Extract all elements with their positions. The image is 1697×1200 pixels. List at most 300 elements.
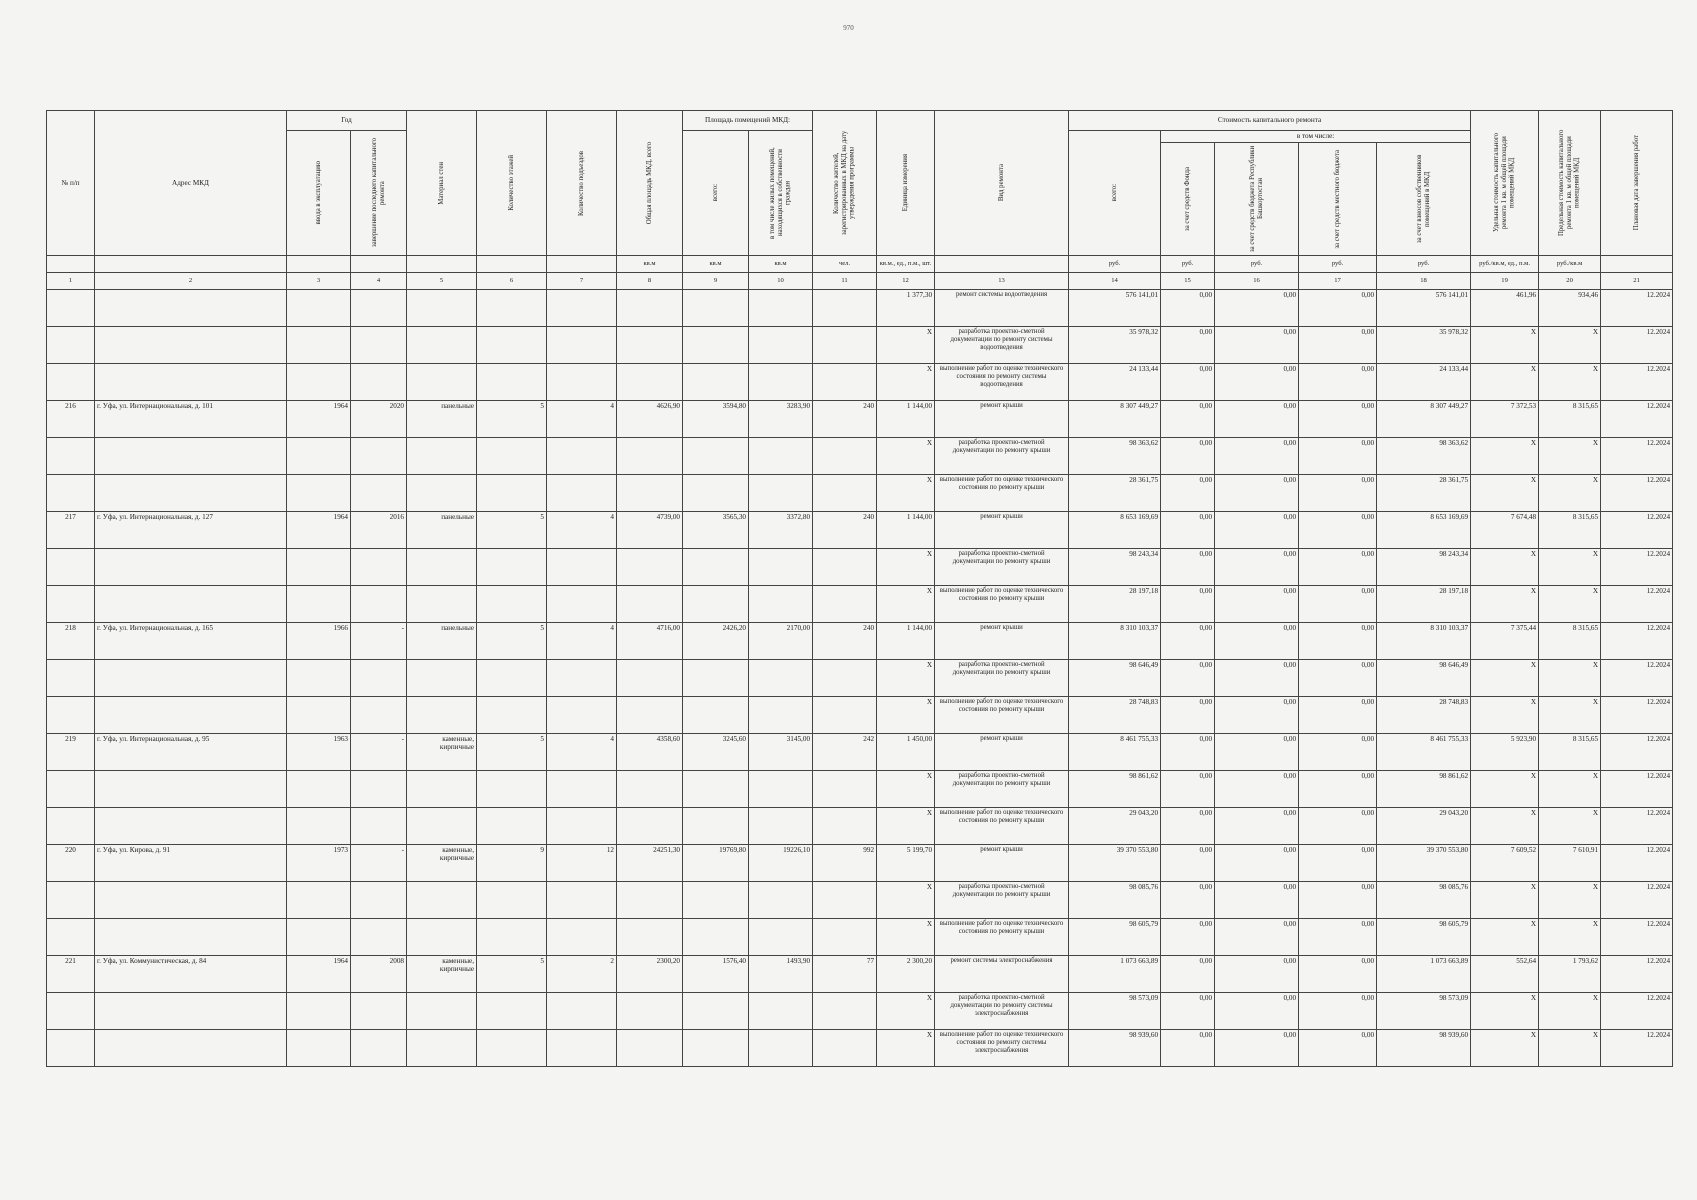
column-number-cell: 2: [95, 273, 287, 290]
cell-ent: [547, 549, 617, 586]
cell-a2: [749, 808, 813, 845]
cell-num: [47, 438, 95, 475]
cell-total: 8 310 103,37: [1069, 623, 1161, 660]
cell-local: 0,00: [1299, 623, 1377, 660]
cell-fund: 0,00: [1161, 993, 1215, 1030]
cell-spec: X: [1471, 475, 1539, 512]
cell-wall: [407, 919, 477, 956]
cell-y1: 1963: [287, 734, 351, 771]
unit-cell: руб.: [1161, 256, 1215, 273]
cell-res: 77: [813, 956, 877, 993]
cell-address: г. Уфа, ул. Интернациональная, д. 165: [95, 623, 287, 660]
cell-rep: 0,00: [1215, 512, 1299, 549]
cell-y1: [287, 586, 351, 623]
cell-wall: панельные: [407, 512, 477, 549]
cell-y2: 2016: [351, 512, 407, 549]
column-number-cell: 11: [813, 273, 877, 290]
cell-total: 24 133,44: [1069, 364, 1161, 401]
cell-work: ремонт крыши: [935, 512, 1069, 549]
cell-rep: 0,00: [1215, 475, 1299, 512]
column-number-cell: 7: [547, 273, 617, 290]
unit-cell: руб.: [1215, 256, 1299, 273]
cell-rep: 0,00: [1215, 882, 1299, 919]
cell-max: 1 793,62: [1539, 956, 1601, 993]
cell-num: [47, 993, 95, 1030]
cell-wall: [407, 549, 477, 586]
header-unit: Единица измерения: [877, 111, 935, 256]
cell-own: 39 370 553,80: [1377, 845, 1471, 882]
cell-y1: 1964: [287, 401, 351, 438]
cell-own: 98 646,49: [1377, 660, 1471, 697]
cell-max: 8 315,65: [1539, 734, 1601, 771]
cell-ent: [547, 327, 617, 364]
cell-date: 12.2024: [1601, 919, 1673, 956]
cell-own: 98 363,62: [1377, 438, 1471, 475]
cell-fund: 0,00: [1161, 882, 1215, 919]
column-number-cell: 13: [935, 273, 1069, 290]
cell-total: 28 197,18: [1069, 586, 1161, 623]
cell-work: выполнение работ по оценке технического состояния по ремонту крыши: [935, 697, 1069, 734]
cell-address: г. Уфа, ул. Коммунистическая, д. 84: [95, 956, 287, 993]
cell-y2: [351, 919, 407, 956]
cell-floors: [477, 290, 547, 327]
cell-own: 98 605,79: [1377, 919, 1471, 956]
cell-y2: [351, 364, 407, 401]
column-numbers-row: [47, 273, 1673, 290]
cell-res: [813, 660, 877, 697]
cell-y2: [351, 549, 407, 586]
column-number-cell: 19: [1471, 273, 1539, 290]
cell-floors: [477, 364, 547, 401]
cell-max: X: [1539, 327, 1601, 364]
cell-a1: [683, 586, 749, 623]
cell-ent: [547, 1030, 617, 1067]
cell-total: 98 363,62: [1069, 438, 1161, 475]
cell-ent: [547, 919, 617, 956]
cell-own: 576 141,01: [1377, 290, 1471, 327]
cell-res: [813, 327, 877, 364]
cell-date: 12.2024: [1601, 845, 1673, 882]
cell-spec: X: [1471, 327, 1539, 364]
cell-own: 98 573,09: [1377, 993, 1471, 1030]
cell-num: [47, 660, 95, 697]
cell-num: [47, 1030, 95, 1067]
cell-a2: [749, 364, 813, 401]
cell-unit: 1 144,00: [877, 512, 935, 549]
cell-unit: 1 144,00: [877, 623, 935, 660]
cell-area: [617, 1030, 683, 1067]
header-cost-owners: за счет взносов собственников помещений в МКД: [1377, 143, 1471, 256]
cell-address: [95, 327, 287, 364]
cell-rep: 0,00: [1215, 956, 1299, 993]
cell-unit: X: [877, 697, 935, 734]
table-row: [47, 586, 1673, 623]
table-row: [47, 845, 1673, 882]
cell-own: 98 085,76: [1377, 882, 1471, 919]
cell-floors: 5: [477, 956, 547, 993]
cell-rep: 0,00: [1215, 808, 1299, 845]
cell-spec: X: [1471, 549, 1539, 586]
cell-num: [47, 475, 95, 512]
cell-floors: 5: [477, 734, 547, 771]
cell-local: 0,00: [1299, 1030, 1377, 1067]
cell-local: 0,00: [1299, 697, 1377, 734]
header-entrances: Количество подъездов: [547, 111, 617, 256]
header-year-group: Год: [287, 111, 407, 131]
cell-floors: [477, 549, 547, 586]
cell-floors: 9: [477, 845, 547, 882]
cell-fund: 0,00: [1161, 475, 1215, 512]
cell-y2: [351, 882, 407, 919]
cell-a1: 1576,40: [683, 956, 749, 993]
cell-work: разработка проектно-сметной документации по ремонту крыши: [935, 882, 1069, 919]
cell-a2: [749, 549, 813, 586]
cell-y1: [287, 364, 351, 401]
cell-address: [95, 549, 287, 586]
cell-address: [95, 882, 287, 919]
cell-area: 24251,30: [617, 845, 683, 882]
cell-date: 12.2024: [1601, 549, 1673, 586]
cell-fund: 0,00: [1161, 660, 1215, 697]
cell-ent: 12: [547, 845, 617, 882]
cell-area: [617, 697, 683, 734]
table-row: [47, 956, 1673, 993]
header-cost-republic: за счет средств бюджета Республики Башкортостан: [1215, 143, 1299, 256]
cell-spec: 5 923,90: [1471, 734, 1539, 771]
cell-own: 98 243,34: [1377, 549, 1471, 586]
cell-y2: [351, 1030, 407, 1067]
cell-floors: 5: [477, 401, 547, 438]
cell-rep: 0,00: [1215, 660, 1299, 697]
cell-wall: каменные, кирпичные: [407, 734, 477, 771]
cell-ent: 4: [547, 512, 617, 549]
cell-floors: [477, 1030, 547, 1067]
cell-rep: 0,00: [1215, 586, 1299, 623]
cell-total: 98 573,09: [1069, 993, 1161, 1030]
cell-a1: [683, 1030, 749, 1067]
cell-fund: 0,00: [1161, 771, 1215, 808]
unit-cell: руб.: [1069, 256, 1161, 273]
cell-date: 12.2024: [1601, 993, 1673, 1030]
cell-y1: [287, 1030, 351, 1067]
cell-res: [813, 586, 877, 623]
cell-total: 8 307 449,27: [1069, 401, 1161, 438]
cell-local: 0,00: [1299, 734, 1377, 771]
cell-unit: 2 300,20: [877, 956, 935, 993]
cell-wall: [407, 697, 477, 734]
cell-area: 2300,20: [617, 956, 683, 993]
cell-work: выполнение работ по оценке технического состояния по ремонту крыши: [935, 919, 1069, 956]
header-max-cost: Предельная стоимость капитального ремонта 1 кв. м общей площади помещений МКД: [1539, 111, 1601, 256]
cell-a1: [683, 660, 749, 697]
cell-local: 0,00: [1299, 364, 1377, 401]
cell-fund: 0,00: [1161, 808, 1215, 845]
cell-total: 98 605,79: [1069, 919, 1161, 956]
header-address: Адрес МКД: [95, 111, 287, 256]
cell-wall: [407, 660, 477, 697]
table-row: [47, 882, 1673, 919]
cell-ent: [547, 771, 617, 808]
cell-spec: X: [1471, 882, 1539, 919]
cell-max: X: [1539, 586, 1601, 623]
header-area-total: всего:: [683, 131, 749, 256]
cell-floors: 5: [477, 512, 547, 549]
cell-total: 1 073 663,89: [1069, 956, 1161, 993]
cell-a2: 3283,90: [749, 401, 813, 438]
cell-a1: 3594,80: [683, 401, 749, 438]
cell-rep: 0,00: [1215, 845, 1299, 882]
table-row: [47, 734, 1673, 771]
cell-spec: X: [1471, 697, 1539, 734]
cell-res: 240: [813, 401, 877, 438]
cell-address: [95, 919, 287, 956]
cell-res: 240: [813, 623, 877, 660]
cell-max: X: [1539, 771, 1601, 808]
cell-work: ремонт крыши: [935, 401, 1069, 438]
cell-local: 0,00: [1299, 660, 1377, 697]
cell-max: X: [1539, 475, 1601, 512]
cell-fund: 0,00: [1161, 401, 1215, 438]
cell-own: 98 861,62: [1377, 771, 1471, 808]
cell-a2: [749, 327, 813, 364]
cell-y1: 1973: [287, 845, 351, 882]
cell-ent: 4: [547, 623, 617, 660]
cell-local: 0,00: [1299, 956, 1377, 993]
cell-a2: [749, 697, 813, 734]
header-deadline: Плановая дата завершения работ: [1601, 111, 1673, 256]
cell-area: [617, 586, 683, 623]
unit-cell: руб.: [1299, 256, 1377, 273]
cell-floors: [477, 771, 547, 808]
cell-y2: [351, 660, 407, 697]
cell-date: 12.2024: [1601, 771, 1673, 808]
cell-fund: 0,00: [1161, 697, 1215, 734]
cell-area: [617, 993, 683, 1030]
cell-address: [95, 660, 287, 697]
cell-total: 98 243,34: [1069, 549, 1161, 586]
cell-num: 217: [47, 512, 95, 549]
cell-a1: [683, 475, 749, 512]
cell-y2: [351, 808, 407, 845]
cell-wall: [407, 771, 477, 808]
cell-a1: [683, 290, 749, 327]
cell-rep: 0,00: [1215, 771, 1299, 808]
cell-date: 12.2024: [1601, 623, 1673, 660]
cell-rep: 0,00: [1215, 290, 1299, 327]
cell-unit: 1 450,00: [877, 734, 935, 771]
cell-total: 98 085,76: [1069, 882, 1161, 919]
cell-res: [813, 290, 877, 327]
cell-wall: каменные, кирпичные: [407, 956, 477, 993]
cell-ent: 2: [547, 956, 617, 993]
cell-y1: [287, 475, 351, 512]
column-number-cell: 20: [1539, 273, 1601, 290]
cell-wall: [407, 993, 477, 1030]
cell-floors: [477, 697, 547, 734]
cell-spec: X: [1471, 438, 1539, 475]
cell-fund: 0,00: [1161, 512, 1215, 549]
cell-total: 98 939,60: [1069, 1030, 1161, 1067]
cell-unit: X: [877, 882, 935, 919]
cell-max: X: [1539, 993, 1601, 1030]
cell-unit: X: [877, 364, 935, 401]
cell-a2: [749, 475, 813, 512]
cell-a2: 1493,90: [749, 956, 813, 993]
cell-work: ремонт крыши: [935, 845, 1069, 882]
cell-ent: [547, 586, 617, 623]
cell-wall: [407, 808, 477, 845]
cell-y2: [351, 993, 407, 1030]
cell-y1: 1966: [287, 623, 351, 660]
cell-num: [47, 771, 95, 808]
table-row: [47, 660, 1673, 697]
cell-res: 992: [813, 845, 877, 882]
cell-local: 0,00: [1299, 845, 1377, 882]
cell-rep: 0,00: [1215, 327, 1299, 364]
cell-max: X: [1539, 364, 1601, 401]
cell-own: 8 310 103,37: [1377, 623, 1471, 660]
cell-num: [47, 697, 95, 734]
unit-cell: [935, 256, 1069, 273]
unit-cell: руб.: [1377, 256, 1471, 273]
cell-total: 8 461 755,33: [1069, 734, 1161, 771]
cell-unit: X: [877, 919, 935, 956]
cell-fund: 0,00: [1161, 327, 1215, 364]
cell-a1: [683, 808, 749, 845]
cell-floors: [477, 919, 547, 956]
cell-res: [813, 549, 877, 586]
cell-work: разработка проектно-сметной документации по ремонту системы водоотведения: [935, 327, 1069, 364]
header-area-residential: в том числе жилых помещений, находящихся в собственности граждан: [749, 131, 813, 256]
column-number-cell: 17: [1299, 273, 1377, 290]
cell-floors: [477, 475, 547, 512]
cell-total: 28 361,75: [1069, 475, 1161, 512]
cell-local: 0,00: [1299, 549, 1377, 586]
cell-y1: 1964: [287, 512, 351, 549]
cell-total: 8 653 169,69: [1069, 512, 1161, 549]
unit-cell: [407, 256, 477, 273]
cell-address: [95, 586, 287, 623]
cell-y1: [287, 290, 351, 327]
unit-cell: [287, 256, 351, 273]
table-row: [47, 401, 1673, 438]
cell-unit: 1 377,30: [877, 290, 935, 327]
cell-a2: [749, 771, 813, 808]
cell-ent: 4: [547, 734, 617, 771]
cell-unit: 5 199,70: [877, 845, 935, 882]
cell-local: 0,00: [1299, 882, 1377, 919]
cell-num: [47, 586, 95, 623]
cell-res: [813, 808, 877, 845]
header-floors: Количество этажей: [477, 111, 547, 256]
cell-res: [813, 364, 877, 401]
cell-address: [95, 438, 287, 475]
cell-total: 98 646,49: [1069, 660, 1161, 697]
cell-address: г. Уфа, ул. Интернациональная, д. 95: [95, 734, 287, 771]
cell-area: 4626,90: [617, 401, 683, 438]
cell-a1: [683, 549, 749, 586]
cell-work: разработка проектно-сметной документации по ремонту системы электроснабжения: [935, 993, 1069, 1030]
header-work-type: Вид ремонта: [935, 111, 1069, 256]
cell-y1: [287, 549, 351, 586]
cell-floors: [477, 808, 547, 845]
header-wall-material: Материал стен: [407, 111, 477, 256]
cell-res: 242: [813, 734, 877, 771]
cell-area: [617, 438, 683, 475]
cell-y2: -: [351, 845, 407, 882]
cell-max: X: [1539, 808, 1601, 845]
cell-ent: [547, 438, 617, 475]
cell-area: 4739,00: [617, 512, 683, 549]
cell-ent: [547, 882, 617, 919]
cell-work: разработка проектно-сметной документации по ремонту крыши: [935, 438, 1069, 475]
cell-own: 24 133,44: [1377, 364, 1471, 401]
cell-spec: X: [1471, 364, 1539, 401]
cell-date: 12.2024: [1601, 327, 1673, 364]
cell-a2: [749, 919, 813, 956]
cell-y2: [351, 290, 407, 327]
unit-cell: кв.м: [617, 256, 683, 273]
cell-wall: [407, 1030, 477, 1067]
cell-y2: [351, 327, 407, 364]
cell-max: X: [1539, 660, 1601, 697]
cell-unit: X: [877, 808, 935, 845]
cell-max: 8 315,65: [1539, 401, 1601, 438]
cell-res: [813, 438, 877, 475]
column-number-cell: 12: [877, 273, 935, 290]
cell-rep: 0,00: [1215, 734, 1299, 771]
cell-y1: [287, 993, 351, 1030]
cell-wall: [407, 290, 477, 327]
cell-ent: 4: [547, 401, 617, 438]
cell-wall: [407, 475, 477, 512]
cell-a2: [749, 438, 813, 475]
unit-cell: [1601, 256, 1673, 273]
cell-res: [813, 882, 877, 919]
table-body: [47, 290, 1673, 1067]
table-row: [47, 438, 1673, 475]
cell-num: [47, 808, 95, 845]
header-specific-cost: Удельная стоимость капитального ремонта 1 кв. м общей площади помещений МКД: [1471, 111, 1539, 256]
cell-unit: X: [877, 438, 935, 475]
cell-address: г. Уфа, ул. Интернациональная, д. 101: [95, 401, 287, 438]
cell-max: 7 610,91: [1539, 845, 1601, 882]
cell-fund: 0,00: [1161, 919, 1215, 956]
cell-y1: 1964: [287, 956, 351, 993]
cell-date: 12.2024: [1601, 808, 1673, 845]
cell-date: 12.2024: [1601, 1030, 1673, 1067]
cell-floors: [477, 327, 547, 364]
cell-area: [617, 919, 683, 956]
cell-date: 12.2024: [1601, 364, 1673, 401]
cell-spec: X: [1471, 771, 1539, 808]
cell-wall: панельные: [407, 401, 477, 438]
cell-local: 0,00: [1299, 808, 1377, 845]
cell-unit: X: [877, 1030, 935, 1067]
cell-date: 12.2024: [1601, 586, 1673, 623]
unit-cell: руб./кв.м, ед., п.м.: [1471, 256, 1539, 273]
cell-spec: 7 674,48: [1471, 512, 1539, 549]
cell-own: 29 043,20: [1377, 808, 1471, 845]
cell-floors: [477, 660, 547, 697]
cell-fund: 0,00: [1161, 734, 1215, 771]
cell-max: 8 315,65: [1539, 512, 1601, 549]
cell-work: ремонт крыши: [935, 623, 1069, 660]
cell-date: 12.2024: [1601, 475, 1673, 512]
cell-address: [95, 697, 287, 734]
cell-fund: 0,00: [1161, 438, 1215, 475]
cell-y1: [287, 808, 351, 845]
